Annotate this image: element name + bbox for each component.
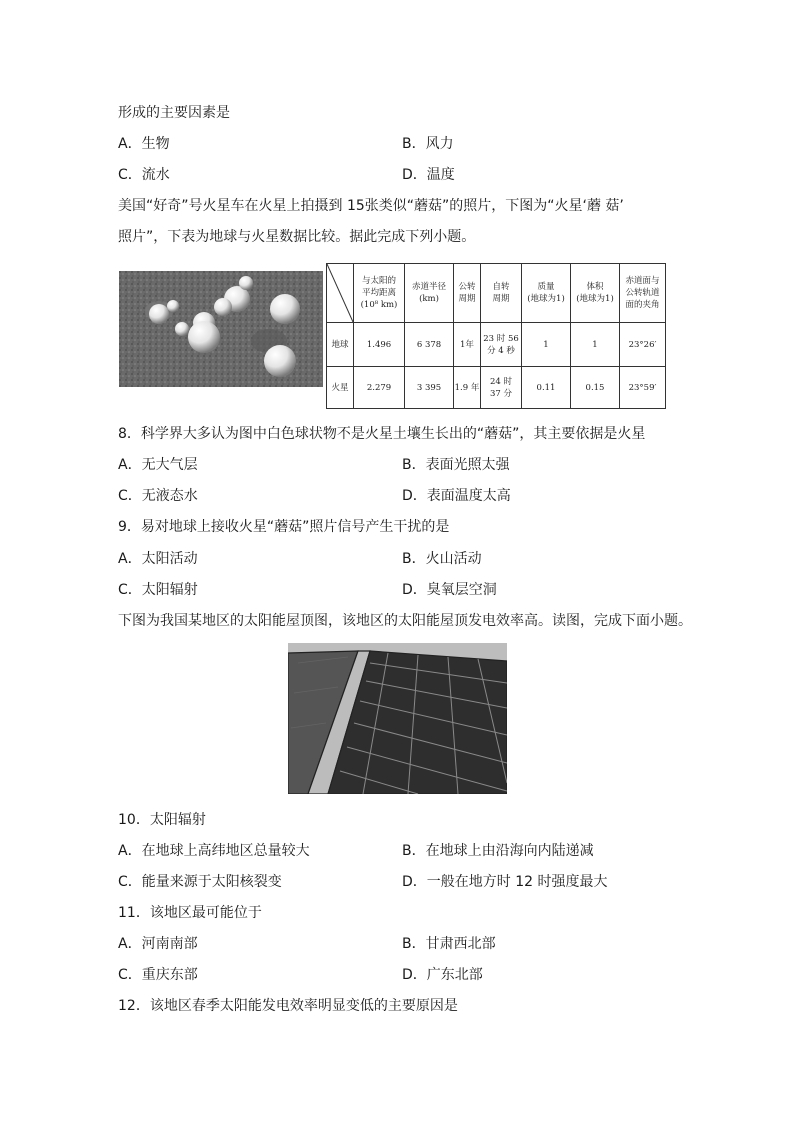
row-name-mars: 火星 — [327, 367, 354, 409]
cell: 3 395 — [405, 367, 454, 409]
table-row — [327, 367, 666, 409]
earth-mars-data-table — [326, 263, 666, 409]
q7-option-a: A．生物 — [118, 136, 170, 152]
q8-option-a: A．无大气层 — [118, 457, 198, 473]
cell: 23 时 56 分 4 秒 — [481, 323, 522, 367]
cell: 1 — [571, 323, 620, 367]
header-distance: 与太阳的 平均距离 (10⁸ km) — [354, 264, 405, 323]
header-mass: 质量 (地球为1) — [522, 264, 571, 323]
cell: 23°59′ — [620, 367, 666, 409]
cell: 24 时 37 分 — [481, 367, 522, 409]
intro1-line1: 美国“好奇”号火星车在火星上拍摄到 15张类似“蘑菇”的照片，下图为“火星‘蘑 菇’ — [118, 198, 624, 214]
q11-stem: 11．该地区最可能位于 — [118, 905, 262, 921]
q10-option-d: D．一般在地方时 12 时强度最大 — [402, 874, 608, 890]
cell: 1.496 — [354, 323, 405, 367]
cell: 1年 — [454, 323, 481, 367]
q9-option-c: C．太阳辐射 — [118, 582, 198, 598]
q12-stem: 12．该地区春季太阳能发电效率明显变低的主要原因是 — [118, 998, 458, 1014]
intro1-line2: 照片”，下表为地球与火星数据比较。据此完成下列小题。 — [118, 229, 476, 245]
cell: 1 — [522, 323, 571, 367]
cell: 0.11 — [522, 367, 571, 409]
header-radius: 赤道半径 (km) — [405, 264, 454, 323]
q9-option-b: B．火山活动 — [402, 551, 482, 567]
header-volume: 体积 (地球为1) — [571, 264, 620, 323]
header-rotation: 自转 周期 — [481, 264, 522, 323]
cell: 6 378 — [405, 323, 454, 367]
q9-option-a: A．太阳活动 — [118, 551, 198, 567]
q11-option-d: D．广东北部 — [402, 967, 483, 983]
q11-option-c: C．重庆东部 — [118, 967, 198, 983]
cell: 0.15 — [571, 367, 620, 409]
table-row — [327, 323, 666, 367]
table-header-row — [327, 264, 666, 323]
q11-option-a: A．河南南部 — [118, 936, 198, 952]
header-obliquity: 赤道面与 公转轨道 面的夹角 — [620, 264, 666, 323]
q8-option-d: D．表面温度太高 — [402, 488, 511, 504]
header-revolution: 公转 周期 — [454, 264, 481, 323]
cell: 23°26′ — [620, 323, 666, 367]
q8-option-c: C．无液态水 — [118, 488, 198, 504]
intro2-line1: 下图为我国某地区的太阳能屋顶图，该地区的太阳能屋顶发电效率高。读图，完成下面小题。 — [118, 613, 692, 629]
q9-option-d: D．臭氧层空洞 — [402, 582, 497, 598]
cell: 1.9 年 — [454, 367, 481, 409]
solar-roof-photo — [288, 643, 507, 794]
cell: 2.279 — [354, 367, 405, 409]
corner-diagonal — [327, 264, 353, 322]
q11-option-b: B．甘肃西北部 — [402, 936, 496, 952]
row-name-earth: 地球 — [327, 323, 354, 367]
q10-option-c: C．能量来源于太阳核裂变 — [118, 874, 282, 890]
q7-option-c: C．流水 — [118, 167, 170, 183]
q8-stem: 8．科学界大多认为图中白色球状物不是火星土壤生长出的“蘑菇”，其主要依据是火星 — [118, 426, 646, 442]
q10-option-b: B．在地球上由沿海向内陆递减 — [402, 843, 594, 859]
q7-stem-tail: 形成的主要因素是 — [118, 105, 230, 121]
mars-mushroom-photo — [119, 271, 323, 387]
q10-option-a: A．在地球上高纬地区总量较大 — [118, 843, 310, 859]
q10-stem: 10．太阳辐射 — [118, 812, 206, 828]
q8-option-b: B．表面光照太强 — [402, 457, 510, 473]
q9-stem: 9．易对地球上接收火星“蘑菇”照片信号产生干扰的是 — [118, 519, 450, 535]
q7-option-b: B．风力 — [402, 136, 454, 152]
q7-option-d: D．温度 — [402, 167, 455, 183]
table-corner-cell — [327, 264, 354, 323]
